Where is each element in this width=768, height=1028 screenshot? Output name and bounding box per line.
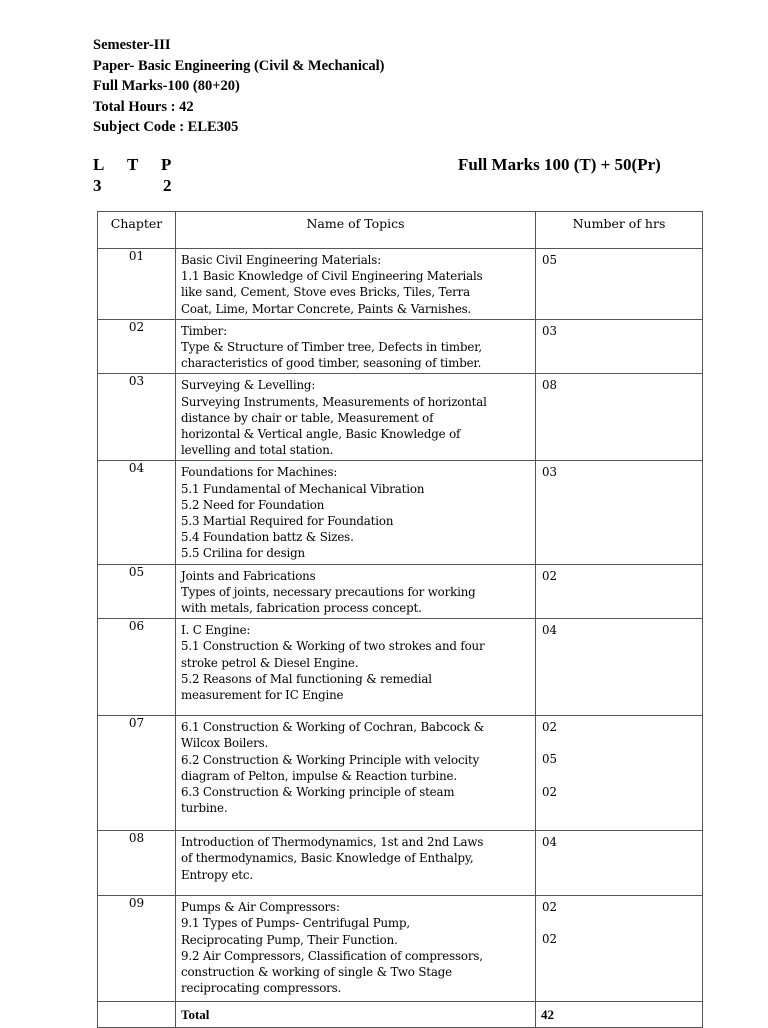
hours-value: 03: [542, 465, 558, 480]
chapter-number: 09: [98, 896, 176, 1002]
document-header: [93, 35, 384, 138]
full-marks-line: Full Marks-100 (80+20): [93, 78, 240, 94]
topic-line: horizontal & Vertical angle, Basic Knowledge of: [181, 427, 461, 442]
topic-cell: [176, 831, 536, 896]
topic-line: I. C Engine:: [181, 623, 251, 638]
header-hours: Number of hrs: [536, 212, 703, 249]
ltp-p-value: 2: [163, 176, 172, 195]
table-row: [98, 249, 703, 320]
chapter-number: 03: [98, 374, 176, 461]
topic-line: 9.1 Types of Pumps- Centrifugal Pump,: [181, 916, 410, 931]
chapter-number: 06: [98, 619, 176, 716]
hours-cell: [536, 564, 703, 619]
total-label: Total: [176, 1002, 536, 1028]
topic-line: Pumps & Air Compressors:: [181, 900, 340, 915]
topic-line: Surveying Instruments, Measurements of horizontal: [181, 394, 487, 409]
syllabus-table: [97, 211, 703, 1028]
semester-line: Semester-III: [93, 37, 171, 53]
topic-cell: [176, 319, 536, 374]
hours-value: 02: [542, 784, 558, 799]
ltp-p-label: P: [161, 155, 172, 174]
hours-value: 02: [542, 932, 558, 947]
total-value: 42: [536, 1002, 703, 1028]
hours-cell: [536, 374, 703, 461]
table-row: [98, 716, 703, 831]
topic-line: distance by chair or table, Measurement of: [181, 410, 434, 425]
chapter-number: 07: [98, 716, 176, 831]
table-row: [98, 374, 703, 461]
hours-cell: [536, 831, 703, 896]
subject-code-line: Subject Code : ELE305: [93, 119, 239, 135]
chapter-number: 04: [98, 461, 176, 564]
hours-value: 02: [542, 900, 558, 915]
topic-line: 5.3 Martial Required for Foundation: [181, 514, 394, 529]
topic-line: of thermodynamics, Basic Knowledge of Enthalpy,: [181, 851, 474, 866]
topic-line: 1.1 Basic Knowledge of Civil Engineering Materials: [181, 269, 483, 284]
topic-line: 9.2 Air Compressors, Classification of compressors,: [181, 948, 483, 963]
table-row: [98, 896, 703, 1002]
hours-cell: [536, 461, 703, 564]
hours-value: 02: [542, 568, 558, 583]
header-chapter: Chapter: [98, 212, 176, 249]
topic-line: diagram of Pelton, impulse & Reaction turbine.: [181, 768, 457, 783]
ltp-l-label: L: [93, 155, 105, 174]
topic-line: Joints and Fabrications: [181, 568, 316, 583]
hours-cell: [536, 249, 703, 320]
table-row: [98, 564, 703, 619]
topic-line: Foundations for Machines:: [181, 465, 338, 480]
topic-line: Basic Civil Engineering Materials:: [181, 253, 382, 267]
topic-line: 6.3 Construction & Working principle of steam: [181, 785, 455, 800]
paper-line: Paper- Basic Engineering (Civil & Mechanical): [93, 57, 385, 74]
hours-cell: [536, 619, 703, 716]
chapter-number: 01: [98, 249, 176, 320]
chapter-number: 08: [98, 831, 176, 896]
topic-line: 5.1 Construction & Working of two strokes and four: [181, 639, 485, 654]
topic-line: stroke petrol & Diesel Engine.: [181, 655, 359, 670]
hours-cell: [536, 896, 703, 1002]
hours-value: 08: [542, 378, 558, 393]
table-header-row: [98, 212, 703, 249]
topic-line: Reciprocating Pump, Their Function.: [181, 932, 398, 947]
topic-line: 5.1 Fundamental of Mechanical Vibration: [181, 481, 425, 496]
header-topics: Name of Topics: [176, 212, 536, 249]
chapter-number: 05: [98, 564, 176, 619]
topic-line: like sand, Cement, Stove eves Bricks, Tiles, Terra: [181, 285, 471, 300]
hours-value: 02: [542, 720, 558, 735]
chapter-number: 02: [98, 319, 176, 374]
hours-cell: [536, 319, 703, 374]
topic-cell: [176, 896, 536, 1002]
topic-line: Introduction of Thermodynamics, 1st and 2nd Laws: [181, 835, 484, 850]
hours-value: 05: [542, 752, 558, 767]
topic-line: Surveying & Levelling:: [181, 378, 316, 393]
table-row: [98, 831, 703, 896]
topic-line: 6.1 Construction & Working of Cochran, Babcock &: [181, 720, 485, 735]
topic-cell: [176, 564, 536, 619]
topic-cell: [176, 374, 536, 461]
topic-line: Timber:: [181, 323, 227, 338]
topic-line: Type & Structure of Timber tree, Defects in timber,: [181, 340, 482, 355]
topic-line: Coat, Lime, Mortar Concrete, Paints & Varnishes.: [181, 301, 472, 316]
topic-cell: [176, 716, 536, 831]
topic-line: levelling and total station.: [181, 443, 334, 458]
ltp-t-label: T: [127, 155, 139, 174]
table-row: [98, 461, 703, 564]
topic-cell: [176, 461, 536, 564]
topic-line: characteristics of good timber, seasoning of timber.: [181, 356, 482, 371]
hours-value: 04: [542, 835, 558, 850]
hours-cell: [536, 716, 703, 831]
topic-line: 6.2 Construction & Working Principle with velocity: [181, 752, 480, 767]
topic-cell: [176, 619, 536, 716]
hours-value: 04: [542, 623, 558, 638]
full-marks-split: Full Marks 100 (T) + 50(Pr): [458, 155, 661, 174]
topic-line: construction & working of single & Two Stage: [181, 965, 452, 980]
topic-line: Types of joints, necessary precautions for working: [181, 584, 476, 599]
topic-cell: [176, 249, 536, 320]
topic-line: Entropy etc.: [181, 867, 253, 882]
topic-line: 5.2 Reasons of Mal functioning & remedial: [181, 671, 432, 686]
topic-line: 5.2 Need for Foundation: [181, 497, 325, 512]
table-row: [98, 619, 703, 716]
total-hours-line: Total Hours : 42: [93, 98, 194, 115]
topic-line: 5.5 Crilina for design: [181, 546, 305, 561]
hours-value: 03: [542, 323, 558, 338]
topic-line: with metals, fabrication process concept.: [181, 601, 422, 616]
table-row: [98, 319, 703, 374]
topic-line: measurement for IC Engine: [181, 688, 344, 703]
topic-line: turbine.: [181, 801, 228, 816]
topic-line: Wilcox Boilers.: [181, 736, 269, 751]
ltp-l-value: 3: [93, 176, 102, 195]
hours-value: 05: [542, 253, 558, 267]
topic-line: reciprocating compressors.: [181, 981, 342, 996]
topic-line: 5.4 Foundation battz & Sizes.: [181, 530, 354, 545]
